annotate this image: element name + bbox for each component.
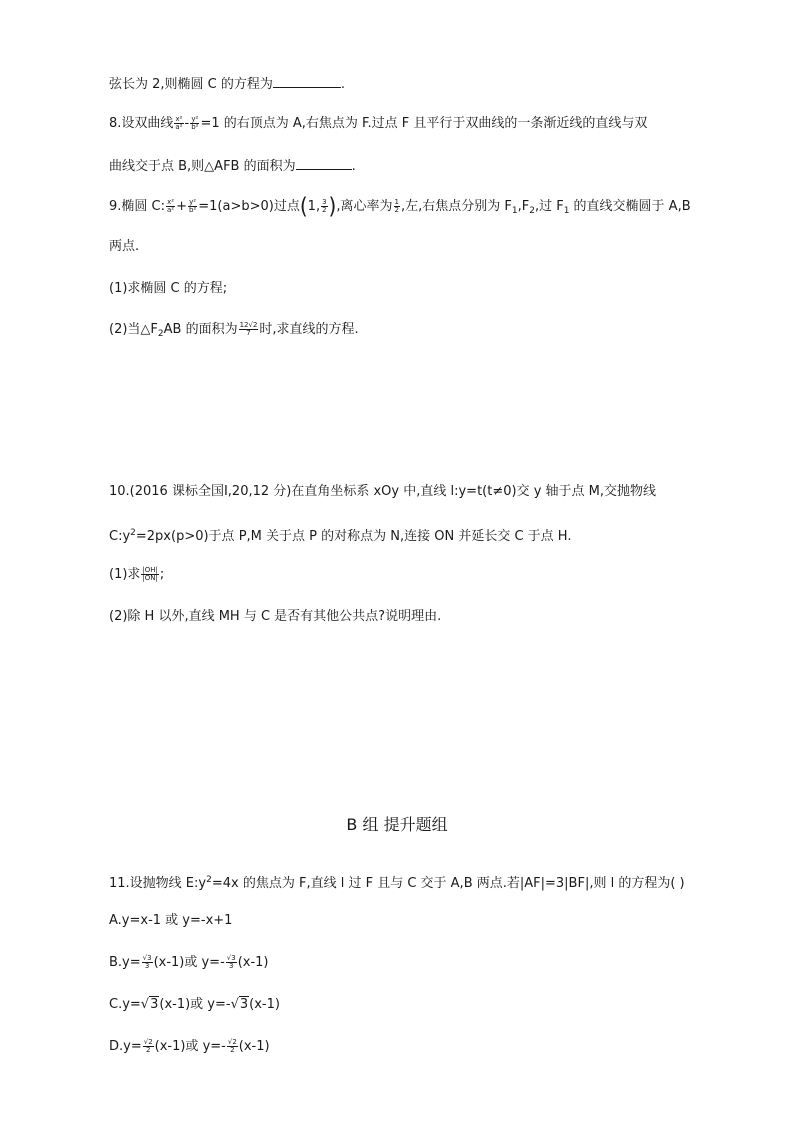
option-b-pre: B.y= bbox=[109, 955, 141, 970]
q7-tail-line bbox=[109, 73, 345, 95]
radicand: 3 bbox=[239, 997, 249, 1012]
q8-end: . bbox=[351, 159, 356, 174]
option-d-pre: D.y= bbox=[109, 1039, 142, 1054]
fraction bbox=[227, 1039, 238, 1054]
frac-num: |OH| bbox=[142, 566, 158, 574]
section-b-heading: B 组 提升题组 bbox=[346, 815, 448, 834]
q10-p1-post: ; bbox=[159, 567, 165, 582]
q11-option-d bbox=[109, 1037, 270, 1057]
frac-num: √3 bbox=[142, 954, 152, 962]
q7-tail-text: 弦长为 2,则椭圆 C 的方程为 bbox=[109, 77, 273, 92]
option-c-post: (x-1) bbox=[249, 997, 280, 1012]
q10-line2-pre: C:y bbox=[109, 529, 131, 544]
q9-part1 bbox=[109, 279, 227, 299]
frac-num: y² bbox=[189, 198, 197, 206]
q9-p2-mid: AB 的面积为 bbox=[163, 322, 238, 337]
subscript: 1 bbox=[511, 206, 518, 216]
q10-line2 bbox=[109, 523, 571, 547]
frac-den: 3 bbox=[229, 962, 234, 970]
fraction bbox=[239, 322, 259, 337]
frac-num: √3 bbox=[226, 954, 236, 962]
q11-stem bbox=[109, 870, 685, 894]
fraction bbox=[226, 955, 237, 970]
q11-stem-post: =4x 的焦点为 F,直线 l 过 F 且与 C 交于 A,B 两点.若|AF|=3|BF|,则 l 的方程为( ) bbox=[211, 876, 685, 891]
frac-den: a² bbox=[167, 206, 175, 214]
q11-option-c bbox=[109, 995, 280, 1015]
q11-stem-pre: 11.设抛物线 E:y bbox=[109, 876, 207, 891]
q10-part2 bbox=[109, 607, 441, 627]
option-d-mid: (x-1)或 y=- bbox=[154, 1039, 226, 1054]
answer-blank bbox=[296, 155, 352, 170]
frac-den: 7 bbox=[246, 329, 251, 337]
frac-den: a² bbox=[175, 123, 183, 131]
subscript: 2 bbox=[529, 206, 535, 216]
q9-mid: =1(a>b>0)过点 bbox=[198, 199, 300, 214]
q10-line1-text: 10.(2016 课标全国Ⅰ,20,12 分)在直角坐标系 xOy 中,直线 l:y=t(t≠0)交 y 轴于点 M,交抛物线 bbox=[109, 484, 657, 499]
frac-num: √2 bbox=[227, 1038, 237, 1046]
frac-num: 1 bbox=[394, 198, 399, 206]
minus: - bbox=[184, 116, 190, 131]
frac-num: x² bbox=[167, 198, 175, 206]
option-c-mid: (x-1)或 y=-√ bbox=[159, 997, 239, 1012]
fraction bbox=[166, 199, 175, 214]
fraction bbox=[143, 1039, 154, 1054]
frac-den: 3 bbox=[144, 962, 150, 970]
frac-den: 2 bbox=[230, 1046, 235, 1054]
frac-den: 2 bbox=[322, 206, 327, 214]
frac-den: b² bbox=[189, 206, 197, 214]
frac-num: 3 bbox=[322, 198, 327, 206]
q9-p2-post: 时,求直线的方程. bbox=[259, 322, 359, 337]
frac-den: 2 bbox=[394, 206, 399, 214]
superscript: 2 bbox=[130, 528, 136, 538]
q9-p2-pre: (2)当△F bbox=[109, 322, 158, 337]
option-a-text: A.y=x-1 或 y=-x+1 bbox=[109, 913, 233, 928]
option-b-post: (x-1) bbox=[237, 955, 269, 970]
q9-comma: ,F bbox=[517, 199, 530, 214]
q8-line1 bbox=[109, 114, 647, 134]
option-d-post: (x-1) bbox=[238, 1039, 270, 1054]
subscript: 2 bbox=[157, 329, 164, 339]
q9-mid2: ,离心率为 bbox=[336, 199, 393, 214]
subscript: 1 bbox=[563, 206, 570, 216]
q9-part2 bbox=[109, 320, 359, 344]
q8-pre: 8.设双曲线 bbox=[109, 116, 174, 131]
q9-mid3: ,左,右焦点分别为 F bbox=[400, 199, 512, 214]
q8-post: =1 的右顶点为 A,右焦点为 F.过点 F 且平行于双曲线的一条渐近线的直线与双 bbox=[200, 116, 648, 131]
q9-line1 bbox=[109, 192, 691, 221]
q9-line2-text: 两点. bbox=[109, 239, 140, 254]
frac-den: b² bbox=[191, 123, 199, 131]
frac-num: y² bbox=[191, 115, 199, 123]
superscript: 2 bbox=[206, 875, 212, 885]
q10-p1-pre: (1)求 bbox=[109, 567, 141, 582]
frac-num: x² bbox=[175, 115, 183, 123]
q9-post: 的直线交椭圆于 A,B bbox=[569, 199, 691, 214]
left-paren: ( bbox=[299, 192, 308, 220]
fraction bbox=[190, 116, 199, 131]
q8-line2-text: 曲线交于点 B,则△AFB 的面积为 bbox=[109, 159, 296, 174]
fraction bbox=[141, 567, 159, 582]
radicand: 3 bbox=[150, 997, 159, 1012]
plus: + bbox=[176, 199, 188, 214]
q10-part2-text: (2)除 H 以外,直线 MH 与 C 是否有其他公共点?说明理由. bbox=[109, 609, 442, 624]
answer-blank bbox=[273, 73, 341, 88]
q7-end: . bbox=[340, 77, 346, 92]
frac-num: √2 bbox=[143, 1038, 153, 1046]
point-x: 1, bbox=[307, 199, 321, 214]
q9-line2 bbox=[109, 237, 139, 257]
fraction bbox=[321, 199, 327, 214]
q9-part1-text: (1)求椭圆 C 的方程; bbox=[109, 281, 228, 296]
q10-line2-post: =2px(p>0)于点 P,M 关于点 P 的对称点为 N,连接 ON 并延长交 C 于点 H. bbox=[135, 529, 572, 544]
q8-line2 bbox=[109, 155, 356, 177]
fraction bbox=[394, 199, 400, 214]
q10-line1 bbox=[109, 482, 656, 502]
fraction bbox=[142, 955, 153, 970]
frac-num: 12√2 bbox=[239, 321, 258, 329]
q11-option-b bbox=[109, 953, 269, 973]
right-paren: ) bbox=[328, 192, 337, 220]
q10-part1 bbox=[109, 565, 164, 585]
q11-option-a bbox=[109, 911, 232, 931]
frac-den: 2 bbox=[145, 1046, 151, 1054]
option-b-mid: (x-1)或 y=- bbox=[153, 955, 225, 970]
q9-mid4: ,过 F bbox=[534, 199, 564, 214]
fraction bbox=[174, 116, 183, 131]
frac-den: |ON| bbox=[142, 574, 158, 582]
fraction bbox=[188, 199, 197, 214]
option-c-pre: C.y=√ bbox=[109, 997, 150, 1012]
q9-pre: 9.椭圆 C: bbox=[109, 199, 165, 214]
